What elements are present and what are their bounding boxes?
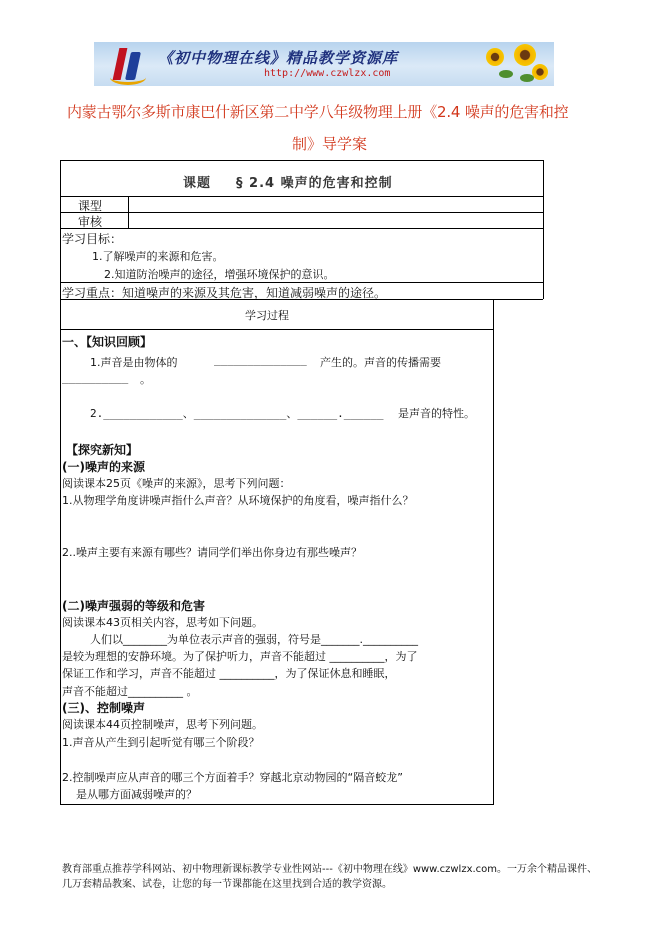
banner-title: 《初中物理在线》精品教学资源库 (158, 49, 399, 67)
footer (62, 862, 622, 892)
section-2-reading: 阅读课本43页相关内容，思考如下问题。 (62, 616, 263, 629)
logo-arc (110, 70, 146, 85)
leaf-icon (520, 74, 534, 82)
header-banner (94, 42, 554, 86)
section-3-reading: 阅读课本44页控制噪声，思考下列问题。 (62, 718, 263, 731)
lesson-type-label: 课型 (78, 199, 103, 213)
review-label: 审核 (78, 215, 103, 229)
review-q1-text-a: 1.声音是由物体的 (90, 356, 178, 369)
document-title-line-1: 内蒙古鄂尔多斯市康巴什新区第二中学八年级物理上册《2.4 噪声的危害和控 (67, 103, 569, 121)
review-q2-blanks[interactable]: 2.____________、______________、______.______ (90, 407, 384, 420)
sunflower-icon (514, 44, 536, 66)
banner-url[interactable]: http://www.czwlzx.com (264, 68, 391, 79)
sunflower-icon (486, 48, 504, 66)
footer-line: 几万套精品教案、试卷，让您的每一节课都能在这里找到合适的教学资源。 (62, 879, 392, 890)
leaf-icon (499, 70, 513, 78)
review-q2-end: 是声音的特性。 (398, 407, 475, 420)
section-1-question-1: 1.从物理学角度讲噪声指什么声音？从环境保护的角度看，噪声指什么？ (62, 494, 414, 507)
section-2-paragraph: 保证工作和学习，声音不能超过 __________，为了保证休息和睡眠， (62, 667, 396, 680)
process-heading: 学习过程 (245, 309, 289, 322)
review-q1-text-b: 产生的。声音的传播需要 (320, 356, 441, 369)
goal-item: 1.了解噪声的来源和危害。 (92, 250, 224, 263)
section-1-heading: (一)噪声的来源 (62, 460, 145, 474)
section-2-paragraph: 声音不能超过__________ 。 (62, 685, 198, 698)
section-2-paragraph: 人们以________为单位表示声音的强弱，符号是_______.__________ (90, 633, 418, 646)
topic-value: § 2.4 噪声的危害和控制 (236, 176, 393, 191)
review-q1-blank[interactable]: __________ (62, 371, 129, 384)
footer-line: 教育部重点推荐学科网站、初中物理新课标教学专业性网站---《初中物理在线》www.czwlzx.com。一万余个精品课件、 (62, 864, 598, 875)
goal-item: 2.知道防治噪声的途径，增强环境保护的意识。 (104, 268, 335, 281)
review-heading: 一、【知识回顾】 (62, 335, 153, 349)
topic-label: 课题 (183, 176, 212, 191)
sunflower-icon (532, 64, 548, 80)
key-points: 学习重点：知道噪声的来源及其危害，知道减弱噪声的途径。 (62, 286, 387, 300)
review-q1-blank[interactable]: ______________ (214, 353, 307, 366)
section-2-paragraph: 是较为理想的安静环境。为了保护听力，声音不能超过 __________，为了 (62, 650, 418, 663)
section-1-reading: 阅读课本25页《噪声的来源》，思考下列问题： (62, 477, 291, 490)
section-3-question-2: 2.控制噪声应从声音的哪三个方面着手？穿越北京动物园的“隔音蛟龙” (62, 771, 403, 784)
section-3-question-1: 1.声音从产生到引起听觉有哪三个阶段？ (62, 736, 260, 749)
document-title-line-2: 制》导学案 (292, 135, 368, 153)
goals-label: 学习目标： (62, 232, 123, 246)
section-2-heading: (二)噪声强弱的等级和危害 (62, 599, 205, 613)
review-q1-end: 。 (140, 373, 151, 386)
explore-heading: 【探究新知】 (66, 443, 139, 457)
section-3-question-2-cont: 是从哪方面减弱噪声的？ (76, 788, 197, 801)
section-1-question-2: 2..噪声主要有来源有哪些？请同学们举出你身边有那些噪声？ (62, 546, 362, 559)
section-3-heading: (三)、控制噪声 (62, 701, 145, 715)
